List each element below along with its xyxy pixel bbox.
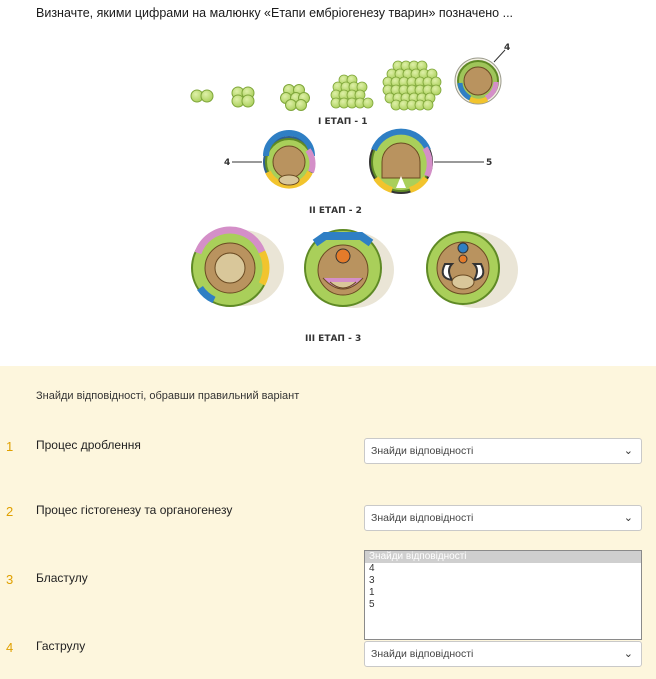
instruction-text: Знайди відповідності, обравши правильний варіант [36, 390, 300, 402]
chevron-down-icon: ⌄ [623, 512, 633, 524]
dropdown-option[interactable]: Знайди відповідності [365, 551, 641, 563]
blastula-diagram [455, 58, 501, 104]
match-select-1[interactable] [364, 438, 642, 464]
pointer-label-4-left: 4 [224, 158, 231, 168]
dropdown-option[interactable]: 1 [369, 587, 375, 598]
row-number: 4 [6, 640, 14, 655]
cleavage-two-cells [191, 90, 213, 102]
match-select-2[interactable] [364, 505, 642, 531]
cleavage-eight-cells [281, 85, 310, 111]
late-gastrula-diagram [369, 130, 433, 194]
row-number: 1 [6, 439, 14, 454]
row-label: Процес гістогенезу та органогенезу [36, 503, 233, 517]
select-value: Знайди відповідності [371, 445, 474, 457]
stage-3-label: III ЕТАП - 3 [305, 334, 362, 344]
row-number: 2 [6, 504, 14, 519]
chevron-down-icon: ⌄ [623, 648, 633, 660]
neurula-diagram-3 [427, 232, 518, 308]
row-label: Процес дроблення [36, 438, 141, 452]
select-value: Знайди відповідності [371, 512, 474, 524]
embryogenesis-figure [0, 38, 656, 356]
stage-1-label: I ЕТАП - 1 [318, 117, 368, 127]
chevron-down-icon: ⌄ [623, 445, 633, 457]
dropdown-option[interactable]: 3 [369, 575, 375, 586]
cleavage-four-cells [232, 87, 254, 107]
select-value: Знайди відповідності [371, 648, 474, 660]
cleavage-morula-small [331, 75, 373, 108]
row-number: 3 [6, 572, 14, 587]
dropdown-option[interactable]: 4 [369, 563, 375, 574]
pointer-label-4-top: 4 [504, 43, 511, 53]
match-select-4[interactable] [364, 641, 642, 667]
neurula-diagram-2 [305, 230, 394, 308]
match-select-3-listbox[interactable] [364, 550, 642, 640]
question-title: Визначте, якими цифрами на малюнку «Етапи ембріогенезу тварин» позначено ... [36, 6, 514, 20]
early-gastrula-diagram [263, 133, 315, 188]
neurula-diagram-1 [192, 230, 284, 306]
dropdown-option[interactable]: 5 [369, 599, 375, 610]
row-label: Гаструлу [36, 639, 86, 653]
row-label: Бластулу [36, 571, 88, 585]
answer-panel [0, 366, 656, 679]
pointer-label-5: 5 [486, 158, 493, 168]
stage-2-label: II ЕТАП - 2 [309, 206, 362, 216]
cleavage-morula-large [383, 61, 441, 110]
